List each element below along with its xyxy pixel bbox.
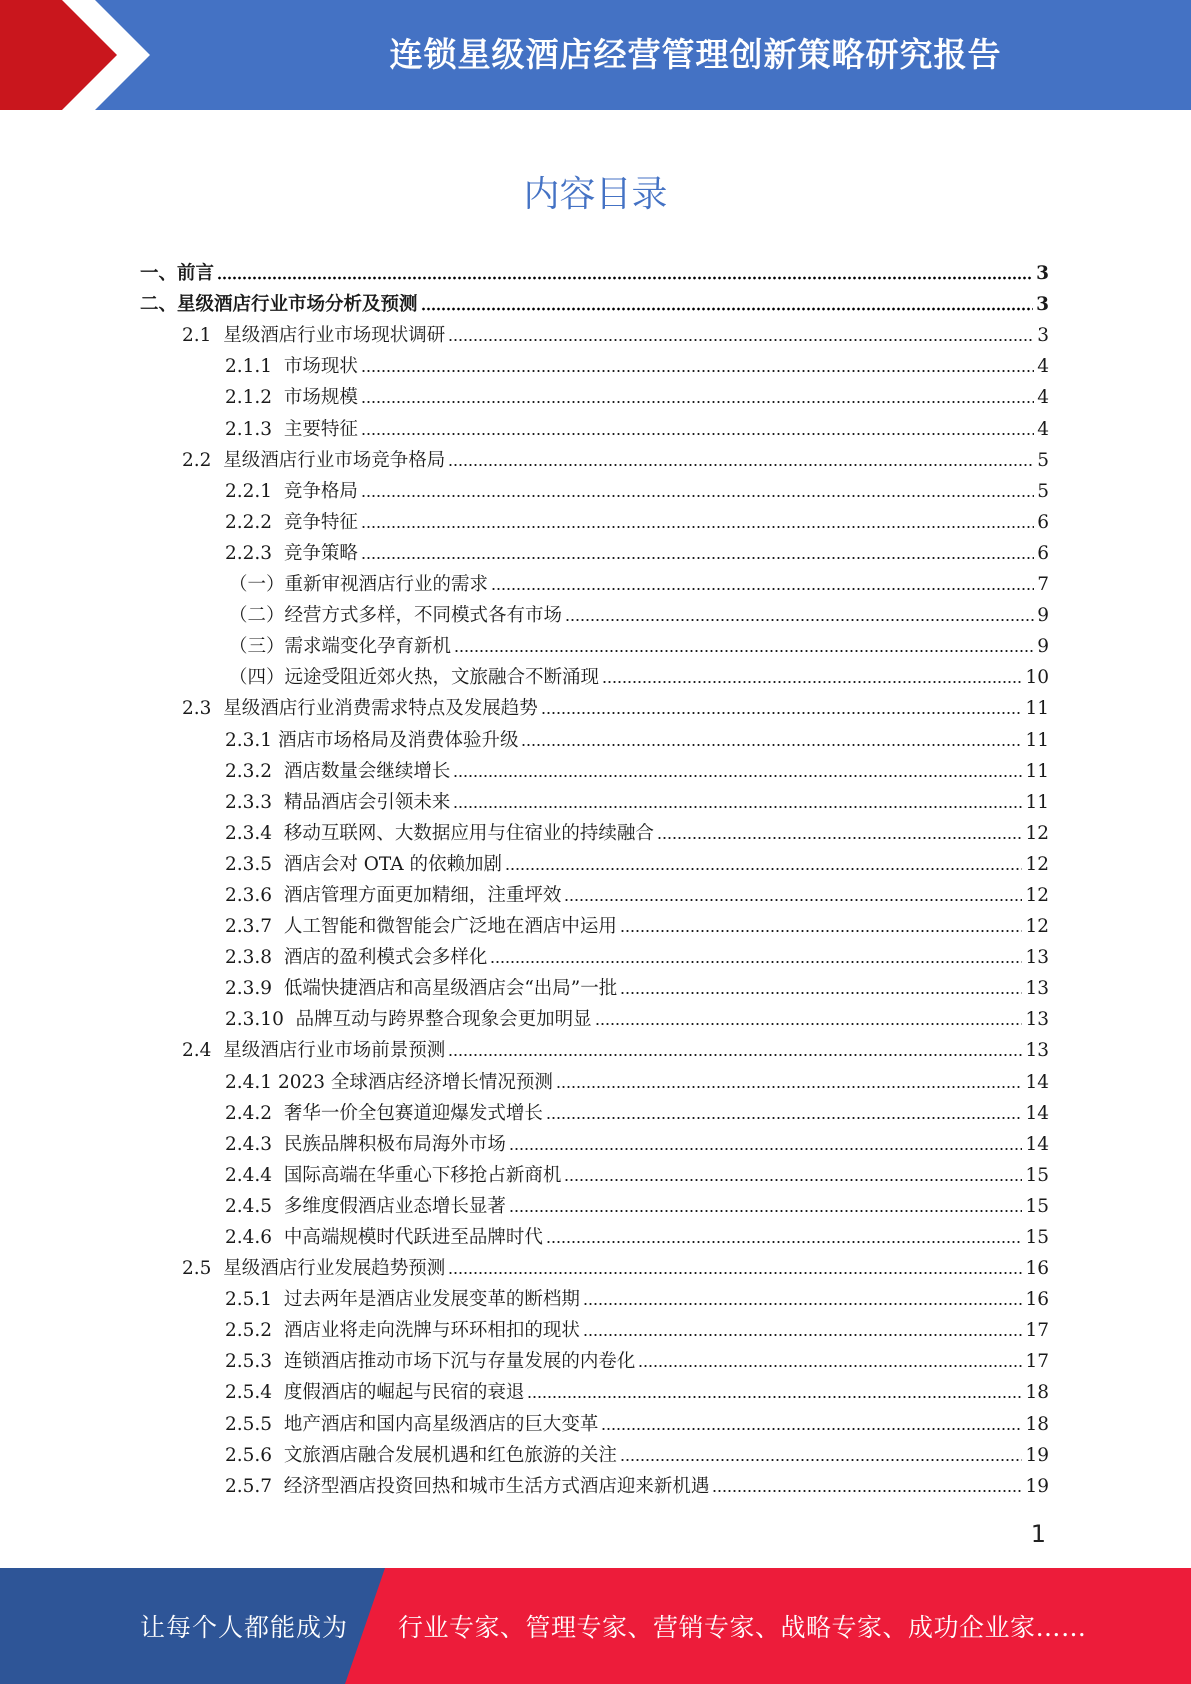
toc-entry-page: 14 <box>1025 1102 1049 1124</box>
toc-entry-text: 前言 <box>177 263 215 285</box>
toc-entry-page: 3 <box>1036 294 1049 316</box>
toc-entry-number: 2.1.3 <box>225 418 284 440</box>
toc-entry-number: （四） <box>229 667 285 689</box>
toc-entry[interactable] <box>140 845 1049 876</box>
toc-entry-text: 酒店管理方面更加精细，注重坪效 <box>283 884 562 906</box>
toc-entry-number: 2.5.6 <box>225 1444 284 1466</box>
toc-title: 内容目录 <box>523 174 668 215</box>
toc-dot-leader <box>620 991 1022 995</box>
toc-entry-number: 2.3.10 <box>225 1009 296 1031</box>
toc-entry-page: 11 <box>1025 729 1049 751</box>
toc-dot-leader <box>712 1489 1022 1493</box>
toc-entry-number: 2.3.9 <box>225 978 284 1000</box>
toc-dot-leader <box>583 1333 1023 1337</box>
toc-entry-number: （三） <box>229 636 285 658</box>
toc-entry-number: 2.1.2 <box>225 387 284 409</box>
toc-entry-page: 7 <box>1037 574 1049 596</box>
toc-entry-number: 2.3.7 <box>225 916 284 938</box>
toc-dot-leader <box>564 898 1022 902</box>
toc-entry-page: 12 <box>1025 822 1049 844</box>
toc-entry-text: 度假酒店的崛起与民宿的衰退 <box>283 1382 525 1404</box>
toc-entry-text: 竞争特征 <box>283 511 358 533</box>
toc-dot-leader <box>361 525 1034 529</box>
toc-entry-number: 2.5.7 <box>225 1475 284 1497</box>
report-title: 连锁星级酒店经营管理创新策略研究报告 <box>389 34 1002 74</box>
toc-entry-number: 2.4.1 <box>225 1071 278 1093</box>
toc-entry-page: 6 <box>1037 542 1049 564</box>
toc-entry-number: 2.3.1 <box>225 729 278 751</box>
toc-entry-number: （二） <box>229 605 285 627</box>
toc-entry-number: 2.5.1 <box>225 1289 284 1311</box>
toc-entry-text: 竞争策略 <box>283 542 358 564</box>
toc-entry[interactable] <box>140 285 1049 316</box>
toc-entry[interactable] <box>140 534 1049 565</box>
toc-entry-number: 2.5.4 <box>225 1382 284 1404</box>
toc-entry[interactable] <box>140 503 1049 534</box>
toc-entry-page: 4 <box>1037 356 1049 378</box>
toc-entry[interactable] <box>140 627 1049 658</box>
toc-entry-number: 2.2.2 <box>225 511 284 533</box>
toc-dot-leader <box>521 743 1022 747</box>
toc-entry-text: 酒店业将走向洗牌与环环相扣的现状 <box>283 1320 580 1342</box>
toc-entry-text: 2023 全球酒店经济增长情况预测 <box>277 1071 553 1093</box>
toc-entry-page: 9 <box>1037 636 1049 658</box>
toc-entry-page: 17 <box>1025 1320 1049 1342</box>
toc-dot-leader <box>491 587 1034 591</box>
toc-entry-number: 2.5 <box>182 1258 224 1280</box>
toc-entry[interactable] <box>140 720 1049 751</box>
toc-entry-page: 5 <box>1037 449 1049 471</box>
toc-dot-leader <box>505 867 1022 871</box>
toc-dot-leader <box>509 1209 1023 1213</box>
toc-entry-page: 19 <box>1025 1444 1049 1466</box>
toc-entry[interactable] <box>140 1094 1049 1125</box>
toc-entry[interactable] <box>140 1187 1049 1218</box>
toc-entry-text: 品牌互动与跨界整合现象会更加明显 <box>295 1009 592 1031</box>
toc-dot-leader <box>601 1427 1022 1431</box>
toc-entry-text: 精品酒店会引领未来 <box>283 791 451 813</box>
toc-entry-number: 2.4.4 <box>225 1164 284 1186</box>
header-band <box>0 0 1191 110</box>
toc-dot-leader <box>361 400 1034 404</box>
toc-entry[interactable] <box>140 1031 1049 1062</box>
toc-entry-page: 5 <box>1037 480 1049 502</box>
toc-dot-leader <box>564 1178 1022 1182</box>
toc-entry-number: 2.5.5 <box>225 1413 284 1435</box>
toc-dot-leader <box>583 1302 1023 1306</box>
toc-entry-number: 2.1.1 <box>225 356 284 378</box>
toc-dot-leader <box>454 649 1034 653</box>
toc-entry[interactable] <box>140 1311 1049 1342</box>
toc-entry-page: 4 <box>1037 418 1049 440</box>
toc-entry-text: 酒店会对 OTA 的依赖加剧 <box>283 853 502 875</box>
toc-entry-page: 10 <box>1025 667 1049 689</box>
toc-dot-leader <box>527 1395 1022 1399</box>
toc-entry-page: 12 <box>1025 853 1049 875</box>
toc-entry-text: 远途受阻近郊火热，文旅融合不断涌现 <box>284 667 600 689</box>
toc-entry-text: 经济型酒店投资回热和城市生活方式酒店迎来新机遇 <box>283 1475 710 1497</box>
toc-dot-leader <box>421 307 1034 311</box>
toc-entry[interactable] <box>140 752 1049 783</box>
toc-entry[interactable] <box>140 969 1049 1000</box>
toc-dot-leader <box>490 960 1022 964</box>
toc-entry-page: 17 <box>1025 1351 1049 1373</box>
toc-entry-page: 12 <box>1025 884 1049 906</box>
toc-dot-leader <box>448 463 1034 467</box>
toc-entry-text: 经营方式多样，不同模式各有市场 <box>284 605 563 627</box>
toc-entry[interactable] <box>140 1342 1049 1373</box>
toc-entry-page: 18 <box>1025 1382 1049 1404</box>
toc-dot-leader <box>448 338 1034 342</box>
toc-entry-page: 3 <box>1036 263 1049 285</box>
toc-entry-text: 重新审视酒店行业的需求 <box>284 574 489 596</box>
toc-entry-page: 13 <box>1025 1009 1049 1031</box>
toc-entry-number: 2.4 <box>182 1040 224 1062</box>
toc-dot-leader <box>361 432 1034 436</box>
toc-dot-leader <box>556 1085 1023 1089</box>
toc-entry[interactable] <box>140 876 1049 907</box>
toc-entry-page: 15 <box>1025 1227 1049 1248</box>
toc-dot-leader <box>361 369 1034 373</box>
toc-entry[interactable] <box>140 1373 1049 1404</box>
toc-entry-number: 2.1 <box>182 325 224 347</box>
toc-entry[interactable] <box>140 689 1049 720</box>
toc-entry[interactable] <box>140 596 1049 627</box>
toc-entry-page: 13 <box>1025 978 1049 1000</box>
toc-entry[interactable] <box>140 1125 1049 1156</box>
toc-entry-text: 人工智能和微智能会广泛地在酒店中运用 <box>283 916 617 938</box>
toc-entry-text: 酒店数量会继续增长 <box>283 760 451 782</box>
toc-dot-leader <box>453 774 1022 778</box>
toc-entry-text: 星级酒店行业消费需求特点及发展趋势 <box>223 698 538 720</box>
page-number: 1 <box>1030 1520 1046 1548</box>
toc-entry-text: 地产酒店和国内高星级酒店的巨大变革 <box>283 1413 599 1435</box>
toc-entry-text: 民族品牌积极布局海外市场 <box>283 1133 506 1155</box>
toc-entry-text: 星级酒店行业市场分析及预测 <box>177 294 418 316</box>
toc-entry[interactable] <box>140 316 1049 347</box>
toc-entry-page: 18 <box>1025 1413 1049 1435</box>
footer-slogan-right: 行业专家、管理专家、营销专家、战略专家、成功企业家…… <box>398 1613 1087 1642</box>
toc-entry[interactable] <box>140 441 1049 472</box>
toc-entry-page: 11 <box>1025 698 1049 720</box>
toc-entry[interactable] <box>140 938 1049 969</box>
toc-entry-number: 2.5.3 <box>225 1351 284 1373</box>
toc-entry-number: 二、 <box>140 294 178 316</box>
toc-entry[interactable] <box>140 1404 1049 1435</box>
toc-entry-text: 中高端规模时代跃进至品牌时代 <box>283 1227 543 1248</box>
toc-entry-page: 11 <box>1025 760 1049 782</box>
toc-entry[interactable] <box>140 814 1049 845</box>
toc-entry[interactable] <box>140 1218 1049 1249</box>
toc-entry-text: 星级酒店行业市场前景预测 <box>223 1040 446 1062</box>
toc-entry-number: 2.3.3 <box>225 791 284 813</box>
toc-entry-number: 2.3.5 <box>225 853 284 875</box>
toc-entry-text: 酒店的盈利模式会多样化 <box>283 947 488 969</box>
toc-entry-text: 星级酒店行业市场竞争格局 <box>223 449 446 471</box>
toc-dot-leader <box>541 711 1023 715</box>
toc-dot-leader <box>657 836 1023 840</box>
toc-entry-text: 竞争格局 <box>283 480 358 502</box>
toc-dot-leader <box>620 1458 1023 1462</box>
toc-entry-page: 4 <box>1037 387 1049 409</box>
toc-entry-page: 11 <box>1025 791 1049 813</box>
toc-dot-leader <box>546 1116 1023 1120</box>
toc-entry-text: 国际高端在华重心下移抢占新商机 <box>283 1164 562 1186</box>
toc-entry[interactable] <box>140 409 1049 440</box>
toc-entry-page: 15 <box>1025 1195 1049 1217</box>
toc-entry-text: 需求端变化孕育新机 <box>284 636 452 658</box>
toc-entry-page: 3 <box>1037 325 1049 347</box>
toc-dot-leader <box>453 805 1022 809</box>
toc-entry-text: 市场规模 <box>283 387 358 409</box>
toc-entry-page: 14 <box>1025 1071 1049 1093</box>
toc-entry-text: 酒店市场格局及消费体验升级 <box>277 729 519 751</box>
toc-entry[interactable] <box>140 1280 1049 1311</box>
toc-entry-text: 移动互联网、大数据应用与住宿业的持续融合 <box>283 822 654 844</box>
toc-entry[interactable] <box>140 1436 1049 1467</box>
toc-entry-number: 一、 <box>140 263 178 285</box>
toc-entry-number: 2.3.2 <box>225 760 284 782</box>
toc-entry-page: 12 <box>1025 916 1049 938</box>
toc-entry-number: 2.4.3 <box>225 1133 284 1155</box>
toc-dot-leader <box>361 494 1034 498</box>
footer-slogan-left: 让每个人都能成为 <box>140 1613 349 1642</box>
toc-entry[interactable] <box>140 1000 1049 1031</box>
toc-entry-text: 多维度假酒店业态增长显著 <box>283 1195 506 1217</box>
toc-entry[interactable] <box>140 1062 1049 1093</box>
toc-dot-leader <box>448 1271 1022 1275</box>
toc-entry-number: 2.3.4 <box>225 822 284 844</box>
toc-entry[interactable] <box>140 254 1049 285</box>
toc-dot-leader <box>620 929 1023 933</box>
toc-entry[interactable] <box>140 783 1049 814</box>
toc-entry-page: 13 <box>1025 947 1049 969</box>
toc-entry-number: 2.4.6 <box>225 1227 284 1248</box>
toc-entry-page: 6 <box>1037 511 1049 533</box>
toc-entry-number: 2.4.5 <box>225 1195 284 1217</box>
toc-entry-text: 市场现状 <box>283 356 358 378</box>
toc-entry-page: 14 <box>1025 1133 1049 1155</box>
toc-dot-leader <box>217 276 1033 280</box>
toc-entry-page: 15 <box>1025 1164 1049 1186</box>
toc-dot-leader <box>595 1022 1023 1026</box>
toc-dot-leader <box>546 1240 1023 1244</box>
toc-entry-number: 2.2 <box>182 449 224 471</box>
toc-entry-text: 连锁酒店推动市场下沉与存量发展的内卷化 <box>283 1351 636 1373</box>
toc-entry-page: 19 <box>1025 1475 1049 1497</box>
toc-entry-page: 9 <box>1037 605 1049 627</box>
toc-dot-leader <box>509 1147 1023 1151</box>
toc-dot-leader <box>602 680 1022 684</box>
toc-entry-number: 2.3.6 <box>225 884 284 906</box>
toc-entry-page: 16 <box>1025 1258 1049 1280</box>
toc-entry-text: 低端快捷酒店和高星级酒店会“出局”一批 <box>283 978 618 1000</box>
toc-entry[interactable] <box>140 1467 1049 1498</box>
toc-entry-number: 2.3 <box>182 698 224 720</box>
toc-entry[interactable] <box>140 1156 1049 1187</box>
toc-dot-leader <box>361 556 1034 560</box>
toc-dot-leader <box>448 1053 1022 1057</box>
toc-entry-text: 星级酒店行业市场现状调研 <box>223 325 446 347</box>
footer-band <box>0 1568 1191 1684</box>
toc-list <box>140 254 1049 1498</box>
toc-entry-number: 2.4.2 <box>225 1102 284 1124</box>
toc-entry-number: （一） <box>229 574 285 596</box>
toc-entry-number: 2.5.2 <box>225 1320 284 1342</box>
toc-entry-number: 2.2.1 <box>225 480 284 502</box>
toc-entry-page: 16 <box>1025 1289 1049 1311</box>
toc-entry-number: 2.3.8 <box>225 947 284 969</box>
header-arrow-icon <box>0 0 260 110</box>
toc-entry-page: 13 <box>1025 1040 1049 1062</box>
toc-entry[interactable] <box>140 907 1049 938</box>
toc-entry[interactable] <box>140 378 1049 409</box>
toc-entry[interactable] <box>140 347 1049 378</box>
toc-dot-leader <box>565 618 1034 622</box>
toc-entry[interactable] <box>140 1249 1049 1280</box>
toc-entry[interactable] <box>140 472 1049 503</box>
toc-entry-text: 奢华一价全包赛道迎爆发式增长 <box>283 1102 543 1124</box>
toc-entry-text: 星级酒店行业发展趋势预测 <box>223 1258 446 1280</box>
toc-entry[interactable] <box>140 565 1049 596</box>
toc-entry-text: 过去两年是酒店业发展变革的断档期 <box>283 1289 580 1311</box>
toc-entry-number: 2.2.3 <box>225 542 284 564</box>
toc-entry[interactable] <box>140 658 1049 689</box>
toc-dot-leader <box>638 1364 1022 1368</box>
toc-entry-text: 主要特征 <box>283 418 358 440</box>
toc-entry-text: 文旅酒店融合发展机遇和红色旅游的关注 <box>283 1444 617 1466</box>
